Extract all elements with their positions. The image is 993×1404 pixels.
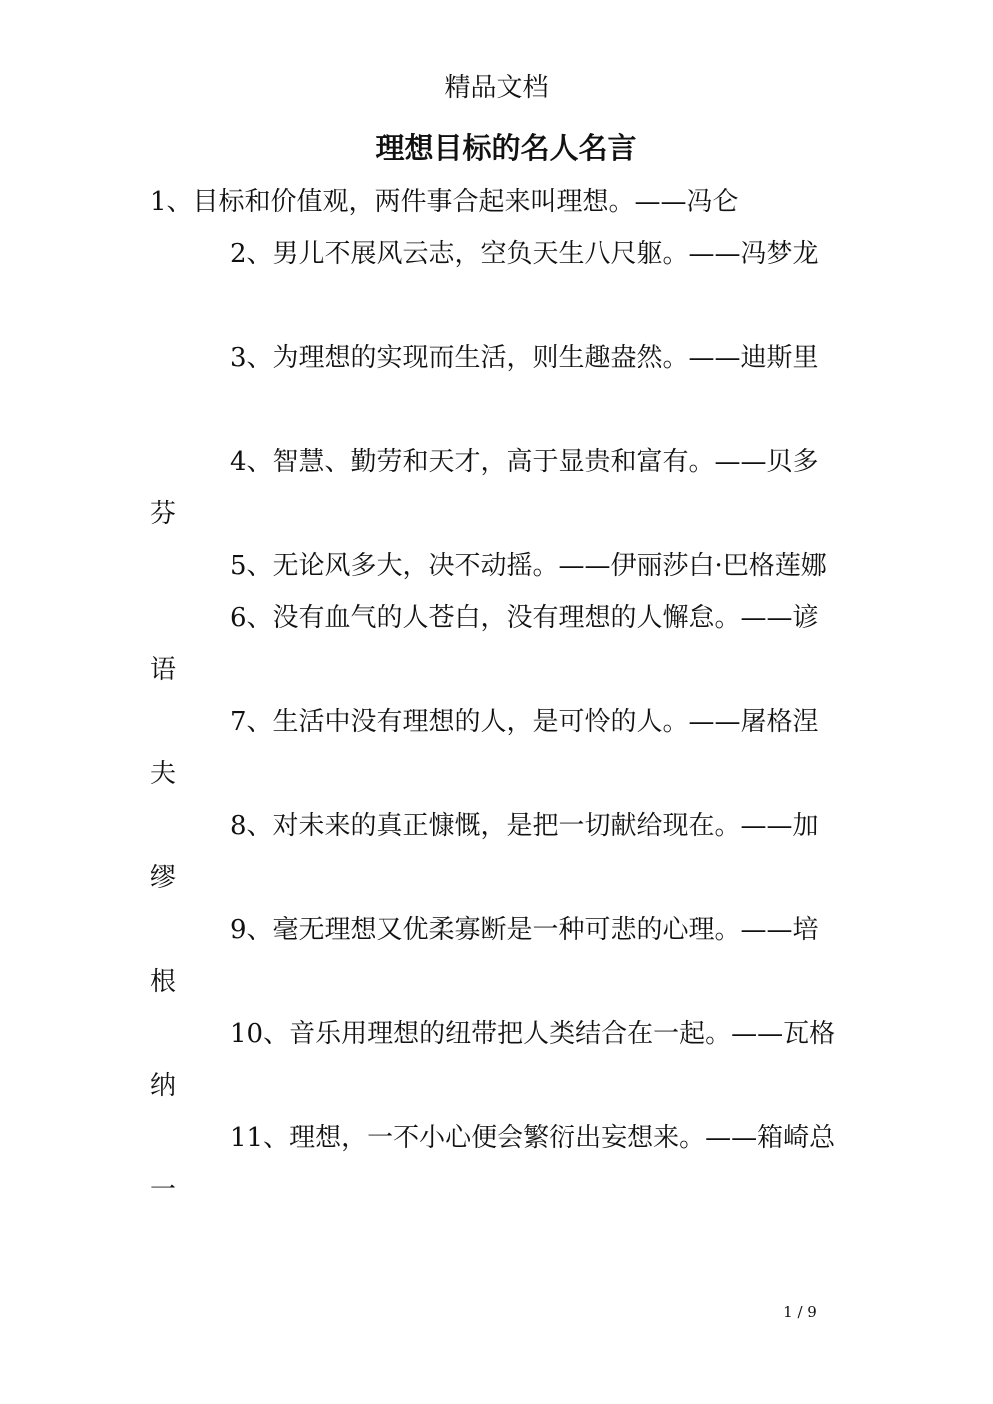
page-header: 精品文档 (444, 73, 549, 103)
quote-item: 9、毫无理想又优柔寡断是一种可悲的心理。——培根 (150, 915, 819, 997)
quote-item: 10、音乐用理想的纽带把人类结合在一起。——瓦格纳 (150, 1019, 836, 1101)
quote-item: 8、对未来的真正慷慨，是把一切献给现在。——加缪 (150, 811, 819, 893)
quote-item: 11、理想，一不小心便会繁衍出妄想来。——箱崎总一 (150, 1123, 836, 1205)
document-title: 理想目标的名人名言 (375, 131, 637, 165)
quote-item: 1、目标和价值观，两件事合起来叫理想。——冯仑 (150, 187, 739, 217)
quote-item: 7、生活中没有理想的人，是可怜的人。——屠格涅夫 (150, 707, 819, 789)
quote-item: 2、男儿不展风云志，空负天生八尺躯。——冯梦龙 (230, 239, 819, 269)
quote-list (150, 176, 836, 1216)
quote-item: 6、没有血气的人苍白，没有理想的人懈怠。——谚语 (150, 603, 819, 685)
quote-item: 4、智慧、勤劳和天才，高于显贵和富有。——贝多芬 (150, 447, 819, 529)
page-number: 1 / 9 (783, 1303, 817, 1321)
quote-item: 5、无论风多大，决不动摇。——伊丽莎白·巴格莲娜 (230, 551, 827, 581)
quote-item: 3、为理想的实现而生活，则生趣盎然。——迪斯里 (230, 343, 819, 373)
